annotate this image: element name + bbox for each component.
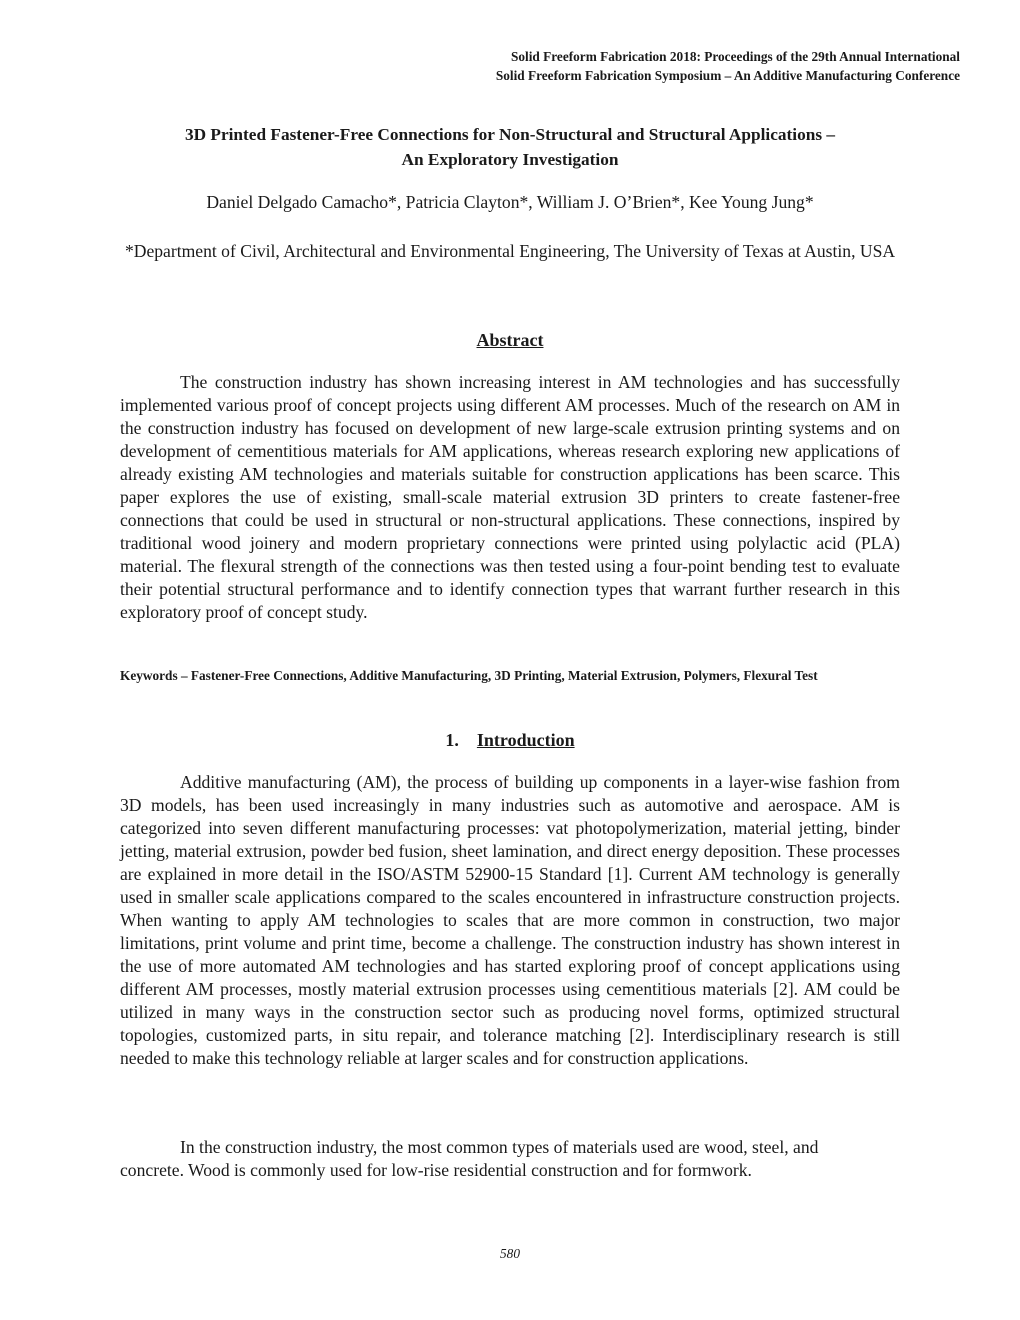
section-number: 1. — [445, 730, 459, 750]
keywords: Keywords – Fastener-Free Connections, Additive Manufacturing, 3D Printing, Material Extrusion, Polymers, Flexural Test — [120, 668, 818, 683]
header-line-1: Solid Freeform Fabrication 2018: Proceedings of the 29th Annual International — [510, 49, 960, 64]
proceedings-header — [496, 47, 960, 85]
title-line-1: 3D Printed Fastener-Free Connections for Non-Structural and Structural Applications – — [184, 125, 836, 144]
introduction-paragraph-1: Additive manufacturing (AM), the process of building up components in a layer-wise fashion from 3D models, has been used increasingly in many industries such as automotive and aerospace. AM is categorized into seven different manufacturing processes: vat photopolymerization, material jetting, binder jetting, material extrusion, powder bed fusion, sheet lamination, and direct energy deposition. These processes are explained in more detail in the ISO/ASTM 52900-15 Standard [1]. Current AM technology is generally used in smaller scale applications compared to the scales encountered in infrastructure construction projects. When wanting to apply AM technologies to scales that are more common in construction, two major limitations, print volume and print time, become a challenge. The construction industry has shown interest in the use of more automated AM technologies and has started exploring proof of concept applications using different AM processes, mostly material extrusion processes using cementitious materials [2]. AM could be utilized in many ways in the construction sector such as producing novel forms, optimized structural topologies, customized parts, in situ repair, and tolerance matching [2]. Interdisciplinary research is still needed to make this technology reliable at larger scales and for construction applications. — [120, 772, 900, 1068]
introduction-paragraph-2 — [120, 1136, 900, 1182]
paragraph-2-line-2: concrete. Wood is commonly used for low-rise residential construction and for formwork. — [120, 1160, 752, 1180]
paper-title — [120, 122, 900, 172]
abstract-heading-text: Abstract — [476, 330, 544, 350]
page-number: 580 — [500, 1246, 520, 1261]
introduction-heading — [120, 728, 900, 752]
introduction-heading-text: Introduction — [476, 730, 575, 750]
header-line-2: Solid Freeform Fabrication Symposium – An Additive Manufacturing Conference — [495, 68, 960, 83]
paragraph-2-line-1: In the construction industry, the most common types of materials used are wood, steel, and — [180, 1137, 819, 1157]
title-line-2: An Exploratory Investigation — [401, 150, 619, 169]
abstract-paragraph: The construction industry has shown increasing interest in AM technologies and has successfully implemented various proof of concept projects using different AM processes. Much of the research on AM in the construction industry has focused on development of new large-scale extrusion printing systems and on development of cementitious materials for AM applications, whereas research exploring new applications of already existing AM technologies and materials suitable for construction applications has been scarce. This paper explores the use of existing, small-scale material extrusion 3D printers to create fastener-free connections that could be used in structural or non-structural applications. These connections, inspired by traditional wood joinery and modern proprietary connections were printed using polylactic acid (PLA) material. The flexural strength of the connections was then tested using a four-point bending test to evaluate their potential structural performance and to identify connection types that warrant further research in this exploratory proof of concept study. — [120, 372, 900, 622]
author-list: Daniel Delgado Camacho*, Patricia Clayton*, William J. O’Brien*, Kee Young Jung* — [206, 192, 814, 212]
abstract-heading — [120, 328, 900, 352]
affiliation: *Department of Civil, Architectural and Environmental Engineering, The University of Texas at Austin, USA — [124, 241, 896, 261]
